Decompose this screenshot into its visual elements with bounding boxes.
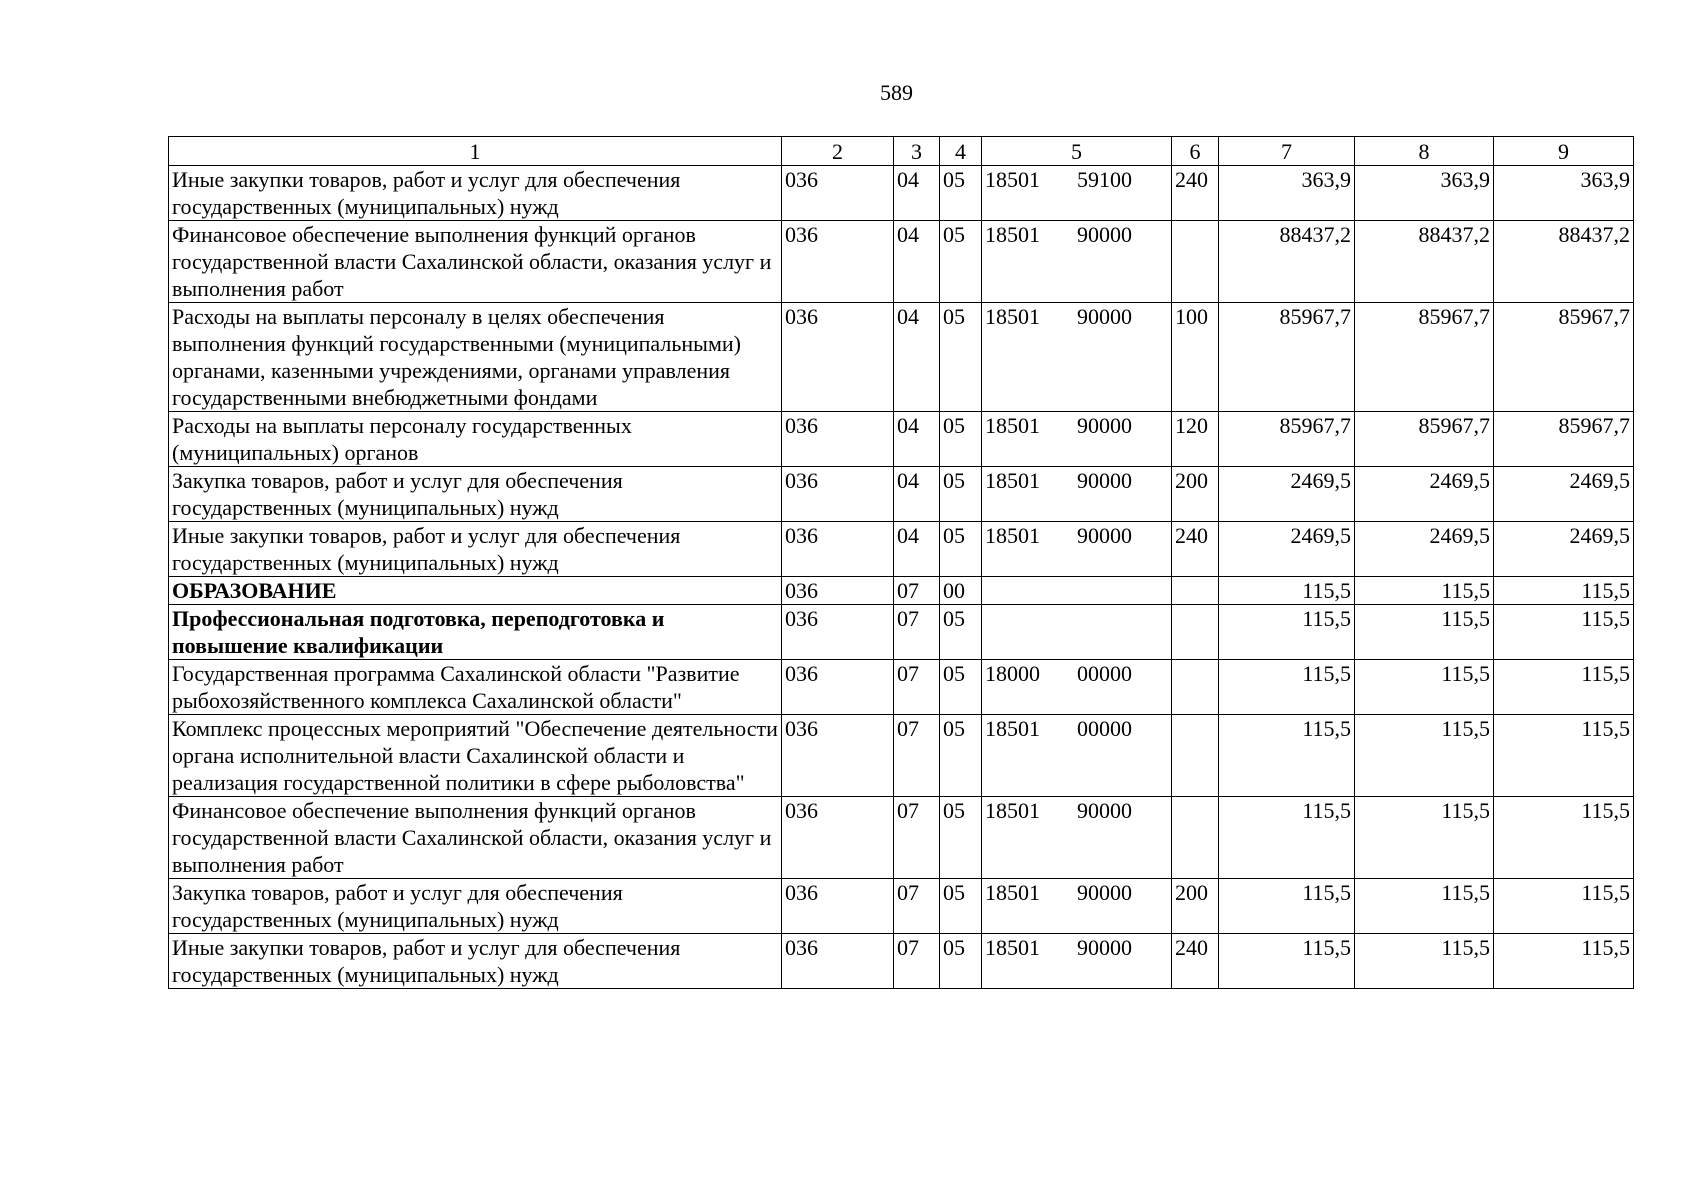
column-header: 9 <box>1494 137 1634 166</box>
target-article-direction-code: 90000 <box>1077 413 1132 438</box>
table-row <box>169 660 1634 715</box>
target-article-program-code: 18501 <box>985 880 1040 905</box>
expense-type-cell: 200 <box>1172 879 1219 934</box>
budget-table <box>168 136 1634 989</box>
amount-cell-col9: 115,5 <box>1494 660 1634 715</box>
subsection-code-cell: 05 <box>940 412 982 467</box>
amount-cell-col9: 115,5 <box>1494 879 1634 934</box>
expense-name-cell: Закупка товаров, работ и услуг для обеспечения государственных (муниципальных) нужд <box>169 467 782 522</box>
section-code-cell: 07 <box>894 934 940 989</box>
amount-cell-col9: 115,5 <box>1494 715 1634 797</box>
subsection-code-cell: 05 <box>940 605 982 660</box>
section-code-cell: 07 <box>894 660 940 715</box>
subsection-code-cell: 05 <box>940 221 982 303</box>
table-row <box>169 605 1634 660</box>
subsection-code-cell: 05 <box>940 715 982 797</box>
target-article-program-code: 18501 <box>985 716 1040 741</box>
amount-cell-col9: 2469,5 <box>1494 522 1634 577</box>
amount-cell-col8: 115,5 <box>1355 605 1494 660</box>
amount-cell-col7: 2469,5 <box>1219 467 1355 522</box>
target-article-cell <box>982 303 1172 412</box>
amount-cell-col8: 115,5 <box>1355 715 1494 797</box>
expense-name-cell: Расходы на выплаты персоналу в целях обеспечения выполнения функций государственными (муниципальными) органами, казенными учреждениями, органами управления государственными внебюджетными фондами <box>169 303 782 412</box>
section-code-cell: 07 <box>894 879 940 934</box>
target-article-direction-code: 90000 <box>1077 468 1132 493</box>
expense-name-cell: Расходы на выплаты персоналу государственных (муниципальных) органов <box>169 412 782 467</box>
amount-cell-col7: 115,5 <box>1219 934 1355 989</box>
expense-type-cell: 120 <box>1172 412 1219 467</box>
ministry-code-cell: 036 <box>782 221 894 303</box>
target-article-direction-code: 00000 <box>1077 716 1132 741</box>
ministry-code-cell: 036 <box>782 934 894 989</box>
expense-name-cell: Финансовое обеспечение выполнения функций органов государственной власти Сахалинской области, оказания услуг и выполнения работ <box>169 221 782 303</box>
target-article-program-code: 18501 <box>985 304 1040 329</box>
amount-cell-col8: 115,5 <box>1355 577 1494 605</box>
section-code-cell: 04 <box>894 412 940 467</box>
table-row <box>169 412 1634 467</box>
section-code-cell: 04 <box>894 221 940 303</box>
expense-name-cell: Иные закупки товаров, работ и услуг для обеспечения государственных (муниципальных) нужд <box>169 934 782 989</box>
target-article-program-code: 18501 <box>985 222 1040 247</box>
section-code-cell: 04 <box>894 467 940 522</box>
amount-cell-col7: 115,5 <box>1219 660 1355 715</box>
amount-cell-col7: 115,5 <box>1219 605 1355 660</box>
target-article-cell <box>982 879 1172 934</box>
amount-cell-col8: 115,5 <box>1355 797 1494 879</box>
table-row <box>169 577 1634 605</box>
section-code-cell: 04 <box>894 303 940 412</box>
target-article-program-code: 18501 <box>985 798 1040 823</box>
section-code-cell: 04 <box>894 166 940 221</box>
amount-cell-col7: 115,5 <box>1219 879 1355 934</box>
target-article-cell <box>982 166 1172 221</box>
section-code-cell: 04 <box>894 522 940 577</box>
subsection-code-cell: 05 <box>940 166 982 221</box>
ministry-code-cell: 036 <box>782 303 894 412</box>
table-row <box>169 879 1634 934</box>
amount-cell-col7: 363,9 <box>1219 166 1355 221</box>
column-header: 2 <box>782 137 894 166</box>
expense-name-cell: Закупка товаров, работ и услуг для обеспечения государственных (муниципальных) нужд <box>169 879 782 934</box>
table-row <box>169 467 1634 522</box>
expense-name-cell: Иные закупки товаров, работ и услуг для обеспечения государственных (муниципальных) нужд <box>169 166 782 221</box>
amount-cell-col7: 115,5 <box>1219 715 1355 797</box>
amount-cell-col8: 85967,7 <box>1355 303 1494 412</box>
column-header: 3 <box>894 137 940 166</box>
expense-type-cell <box>1172 577 1219 605</box>
amount-cell-col8: 115,5 <box>1355 934 1494 989</box>
target-article-program-code: 18501 <box>985 413 1040 438</box>
expense-type-cell <box>1172 605 1219 660</box>
amount-cell-col9: 115,5 <box>1494 605 1634 660</box>
column-header: 1 <box>169 137 782 166</box>
subsection-code-cell: 05 <box>940 467 982 522</box>
expense-type-cell: 240 <box>1172 934 1219 989</box>
section-code-cell: 07 <box>894 797 940 879</box>
expense-type-cell <box>1172 797 1219 879</box>
ministry-code-cell: 036 <box>782 797 894 879</box>
expense-name-cell: Иные закупки товаров, работ и услуг для обеспечения государственных (муниципальных) нужд <box>169 522 782 577</box>
ministry-code-cell: 036 <box>782 715 894 797</box>
amount-cell-col8: 85967,7 <box>1355 412 1494 467</box>
target-article-direction-code: 90000 <box>1077 880 1132 905</box>
table-body <box>169 166 1634 989</box>
subsection-code-cell: 05 <box>940 934 982 989</box>
expense-type-cell: 240 <box>1172 522 1219 577</box>
section-code-cell: 07 <box>894 605 940 660</box>
ministry-code-cell: 036 <box>782 879 894 934</box>
amount-cell-col9: 115,5 <box>1494 797 1634 879</box>
target-article-cell <box>982 660 1172 715</box>
expense-name-cell: Финансовое обеспечение выполнения функций органов государственной власти Сахалинской области, оказания услуг и выполнения работ <box>169 797 782 879</box>
ministry-code-cell: 036 <box>782 166 894 221</box>
subsection-code-cell: 05 <box>940 522 982 577</box>
target-article-cell <box>982 467 1172 522</box>
amount-cell-col7: 85967,7 <box>1219 303 1355 412</box>
target-article-direction-code: 90000 <box>1077 798 1132 823</box>
target-article-program-code: 18501 <box>985 523 1040 548</box>
subsection-code-cell: 00 <box>940 577 982 605</box>
ministry-code-cell: 036 <box>782 412 894 467</box>
column-header: 8 <box>1355 137 1494 166</box>
target-article-program-code: 18501 <box>985 935 1040 960</box>
target-article-cell <box>982 797 1172 879</box>
subsection-code-cell: 05 <box>940 303 982 412</box>
amount-cell-col9: 363,9 <box>1494 166 1634 221</box>
amount-cell-col8: 2469,5 <box>1355 522 1494 577</box>
target-article-cell <box>982 605 1172 660</box>
ministry-code-cell: 036 <box>782 660 894 715</box>
amount-cell-col8: 88437,2 <box>1355 221 1494 303</box>
target-article-direction-code: 90000 <box>1077 304 1132 329</box>
ministry-code-cell: 036 <box>782 577 894 605</box>
table-row <box>169 797 1634 879</box>
table-row <box>169 522 1634 577</box>
amount-cell-col9: 115,5 <box>1494 577 1634 605</box>
target-article-program-code: 18000 <box>985 661 1040 686</box>
table-header-row <box>169 137 1634 166</box>
expense-type-cell <box>1172 660 1219 715</box>
amount-cell-col7: 115,5 <box>1219 577 1355 605</box>
subsection-code-cell: 05 <box>940 797 982 879</box>
section-code-cell: 07 <box>894 715 940 797</box>
column-header: 5 <box>982 137 1172 166</box>
amount-cell-col9: 2469,5 <box>1494 467 1634 522</box>
section-code-cell: 07 <box>894 577 940 605</box>
amount-cell-col9: 85967,7 <box>1494 412 1634 467</box>
page-number: 589 <box>880 80 913 105</box>
target-article-direction-code: 90000 <box>1077 523 1132 548</box>
expense-type-cell: 200 <box>1172 467 1219 522</box>
ministry-code-cell: 036 <box>782 605 894 660</box>
amount-cell-col9: 85967,7 <box>1494 303 1634 412</box>
column-header: 7 <box>1219 137 1355 166</box>
column-header: 4 <box>940 137 982 166</box>
target-article-direction-code: 59100 <box>1077 167 1132 192</box>
target-article-program-code: 18501 <box>985 167 1040 192</box>
target-article-cell <box>982 715 1172 797</box>
ministry-code-cell: 036 <box>782 522 894 577</box>
amount-cell-col7: 115,5 <box>1219 797 1355 879</box>
expense-type-cell: 100 <box>1172 303 1219 412</box>
ministry-code-cell: 036 <box>782 467 894 522</box>
table-row <box>169 934 1634 989</box>
amount-cell-col7: 85967,7 <box>1219 412 1355 467</box>
amount-cell-col9: 115,5 <box>1494 934 1634 989</box>
amount-cell-col8: 115,5 <box>1355 660 1494 715</box>
target-article-cell <box>982 412 1172 467</box>
column-header: 6 <box>1172 137 1219 166</box>
subsection-code-cell: 05 <box>940 879 982 934</box>
expense-name-cell: Государственная программа Сахалинской области "Развитие рыбохозяйственного комплекса Сахалинской области" <box>169 660 782 715</box>
expense-type-cell <box>1172 715 1219 797</box>
amount-cell-col7: 2469,5 <box>1219 522 1355 577</box>
target-article-direction-code: 00000 <box>1077 661 1132 686</box>
target-article-cell <box>982 577 1172 605</box>
target-article-cell <box>982 934 1172 989</box>
target-article-program-code: 18501 <box>985 468 1040 493</box>
table-row <box>169 715 1634 797</box>
amount-cell-col9: 88437,2 <box>1494 221 1634 303</box>
expense-name-cell: Профессиональная подготовка, переподготовка и повышение квалификации <box>169 605 782 660</box>
target-article-direction-code: 90000 <box>1077 935 1132 960</box>
table-row <box>169 221 1634 303</box>
amount-cell-col7: 88437,2 <box>1219 221 1355 303</box>
amount-cell-col8: 2469,5 <box>1355 467 1494 522</box>
target-article-cell <box>982 221 1172 303</box>
expense-name-cell: Комплекс процессных мероприятий "Обеспечение деятельности органа исполнительной власти Сахалинской области и реализация государственной политики в сфере рыболовства" <box>169 715 782 797</box>
table-row <box>169 166 1634 221</box>
target-article-direction-code: 90000 <box>1077 222 1132 247</box>
subsection-code-cell: 05 <box>940 660 982 715</box>
expense-name-cell: ОБРАЗОВАНИЕ <box>169 577 782 605</box>
expense-type-cell <box>1172 221 1219 303</box>
table-row <box>169 303 1634 412</box>
expense-type-cell: 240 <box>1172 166 1219 221</box>
target-article-cell <box>982 522 1172 577</box>
amount-cell-col8: 363,9 <box>1355 166 1494 221</box>
amount-cell-col8: 115,5 <box>1355 879 1494 934</box>
